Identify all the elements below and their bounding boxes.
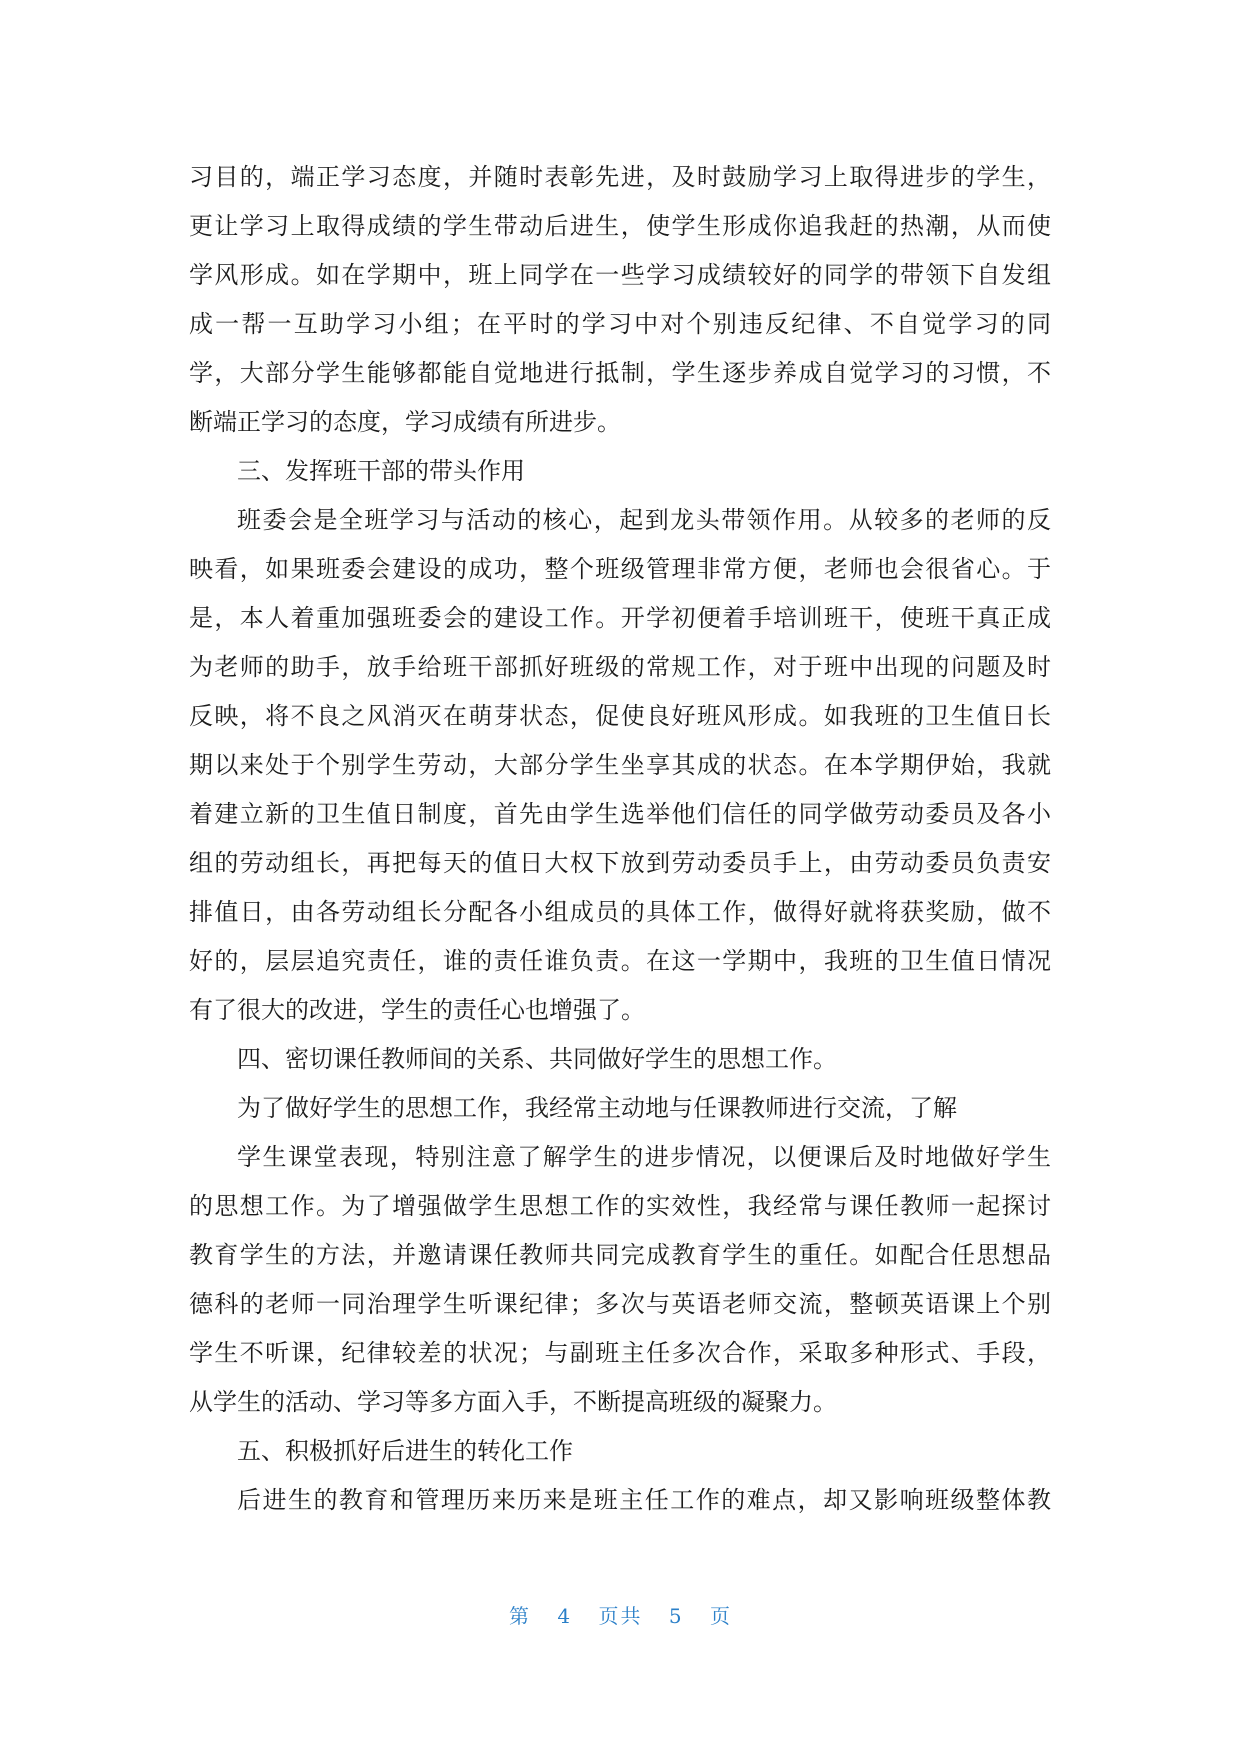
- text-line: 更让学习上取得成绩的学生带动后进生，使学生形成你追我赶的热潮，从而使: [189, 212, 1051, 240]
- text-line: 学生不听课，纪律较差的状况；与副班主任多次合作，采取多种形式、手段，: [189, 1339, 1051, 1367]
- text-line: 后进生的教育和管理历来历来是班主任工作的难点，却又影响班级整体教: [237, 1486, 1051, 1514]
- footer-middle: 页共: [598, 1604, 643, 1628]
- text-line: 学，大部分学生能够都能自觉地进行抵制，学生逐步养成自觉学习的习惯，不: [189, 359, 1051, 387]
- text-line: 组的劳动组长，再把每天的值日大权下放到劳动委员手上，由劳动委员负责安: [189, 849, 1051, 877]
- text-line: 的思想工作。为了增强做学生思想工作的实效性，我经常与课任教师一起探讨: [189, 1192, 1051, 1220]
- text-line: 学风形成。如在学期中，班上同学在一些学习成绩较好的同学的带领下自发组: [189, 261, 1051, 289]
- section-heading: 四、密切课任教师间的关系、共同做好学生的思想工作。: [237, 1045, 837, 1073]
- text-line: 从学生的活动、学习等多方面入手，不断提高班级的凝聚力。: [189, 1388, 837, 1416]
- footer-total-pages: 5: [668, 1604, 684, 1628]
- text-line: 是，本人着重加强班委会的建设工作。开学初便着手培训班干，使班干真正成: [189, 604, 1051, 632]
- text-line: 反映，将不良之风消灭在萌芽状态，促使良好班风形成。如我班的卫生值日长: [189, 702, 1051, 730]
- text-line: 班委会是全班学习与活动的核心，起到龙头带领作用。从较多的老师的反: [237, 506, 1051, 534]
- text-line: 为老师的助手，放手给班干部抓好班级的常规工作，对于班中出现的问题及时: [189, 653, 1051, 681]
- text-line: 排值日，由各劳动组长分配各小组成员的具体工作，做得好就将获奖励，做不: [189, 898, 1051, 926]
- text-line: 为了做好学生的思想工作，我经常主动地与任课教师进行交流，了解: [237, 1094, 957, 1122]
- footer-current-page: 4: [557, 1604, 573, 1628]
- text-line: 断端正学习的态度，学习成绩有所进步。: [189, 408, 621, 436]
- text-line: 映看，如果班委会建设的成功，整个班级管理非常方便，老师也会很省心。于: [189, 555, 1051, 583]
- text-line: 学生课堂表现，特别注意了解学生的进步情况，以便课后及时地做好学生: [237, 1143, 1051, 1171]
- footer-suffix: 页: [709, 1604, 732, 1628]
- section-heading: 三、发挥班干部的带头作用: [237, 457, 525, 485]
- text-line: 好的，层层追究责任，谁的责任谁负责。在这一学期中，我班的卫生值日情况: [189, 947, 1051, 975]
- page-footer: [0, 1600, 1241, 1629]
- footer-prefix: 第: [509, 1604, 532, 1628]
- text-line: 德科的老师一同治理学生听课纪律；多次与英语老师交流，整顿英语课上个别: [189, 1290, 1051, 1318]
- section-heading: 五、积极抓好后进生的转化工作: [237, 1437, 573, 1465]
- text-line: 教育学生的方法，并邀请课任教师共同完成教育学生的重任。如配合任思想品: [189, 1241, 1051, 1269]
- text-line: 期以来处于个别学生劳动，大部分学生坐享其成的状态。在本学期伊始，我就: [189, 751, 1051, 779]
- text-line: 着建立新的卫生值日制度，首先由学生选举他们信任的同学做劳动委员及各小: [189, 800, 1051, 828]
- document-body: [189, 153, 1051, 1525]
- text-line: 习目的，端正学习态度，并随时表彰先进，及时鼓励学习上取得进步的学生，: [189, 163, 1051, 191]
- text-line: 有了很大的改进，学生的责任心也增强了。: [189, 996, 645, 1024]
- text-line: 成一帮一互助学习小组；在平时的学习中对个别违反纪律、不自觉学习的同: [189, 310, 1051, 338]
